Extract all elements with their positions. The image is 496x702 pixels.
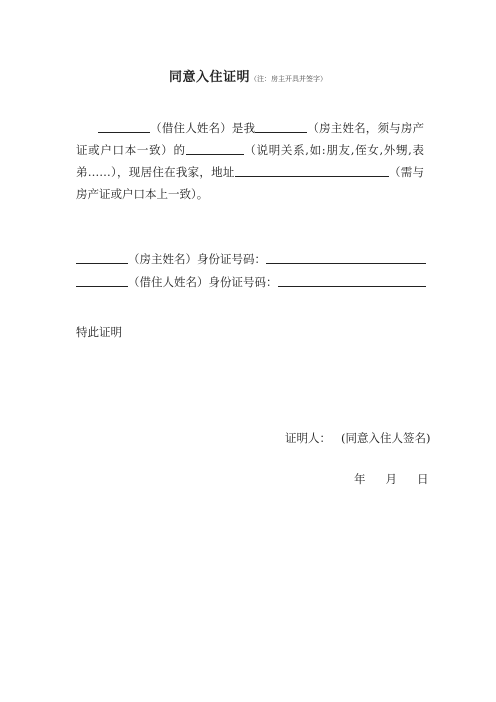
title-main: 同意入住证明 [168,70,250,85]
borrower-id-number-blank[interactable] [278,274,426,287]
document-title [0,66,496,85]
date-month: 月 [385,472,397,486]
relationship-blank[interactable] [186,142,244,155]
statement-text-3: （说明关系,如:朋友,侄女,外甥,表弟……），现居住在我家，地址 [76,143,425,179]
borrower-id-line [76,274,426,290]
owner-id-line [76,251,426,267]
statement-paragraph [76,117,424,205]
date-day: 日 [417,472,429,486]
statement-text-4: （需与房产证或户口本上一致）。 [76,165,424,201]
borrower-name-blank[interactable] [98,120,150,133]
signature-hint: (同意入住人签名) [341,431,431,445]
signature-line [285,430,430,446]
owner-name-blank-2[interactable] [76,251,128,264]
statement-text-2: （房主姓名，须与房产证或户口本一致）的 [76,121,424,157]
date-line [354,471,429,487]
owner-id-number-blank[interactable] [266,251,426,264]
owner-id-label: （房主姓名）身份证号码： [128,252,266,266]
owner-name-blank[interactable] [255,120,307,133]
borrower-id-label: （借住人姓名）身份证号码： [128,275,278,289]
statement-text-1: （借住人姓名）是我 [150,121,256,135]
signature-label: 证明人： [285,431,331,445]
title-note: （注：房主开具并签字） [250,75,327,83]
borrower-name-blank-2[interactable] [76,274,128,287]
closing-text: 特此证明 [76,325,122,339]
address-blank[interactable] [235,164,389,177]
date-year: 年 [354,472,366,486]
